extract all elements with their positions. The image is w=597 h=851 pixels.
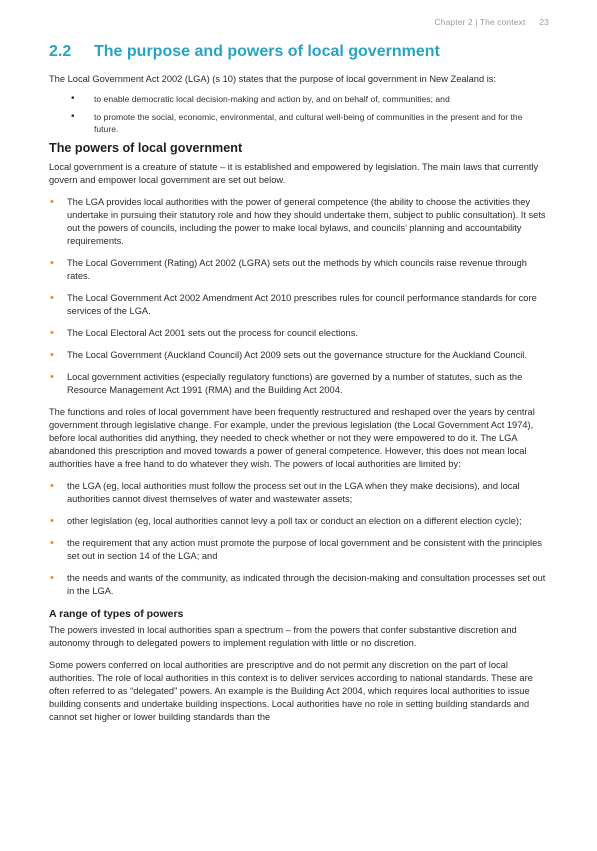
bullet-icon: • — [71, 111, 75, 122]
page-number: 23 — [539, 17, 549, 27]
bullet-icon: • — [50, 349, 54, 361]
powers-heading: The powers of local government — [49, 141, 243, 155]
list-item: • other legislation (eg, local authorities cannot levy a poll tax or conduct an election on a different election cycle); — [50, 515, 522, 527]
list-item: • The Local Government (Auckland Council) Act 2009 sets out the governance structure for the Auckland Council. — [50, 349, 527, 361]
section-number: 2.2 — [49, 43, 72, 60]
bullet-icon: • — [50, 515, 54, 527]
list-item: • to promote the social, economic, environmental, and cultural well-being of communities in the present and for the future. — [71, 111, 523, 134]
section-title — [49, 42, 549, 62]
bullet-icon: • — [71, 93, 75, 104]
section-title-text: The purpose and powers of local government — [94, 43, 440, 60]
bullet-icon: • — [50, 196, 54, 208]
functions-paragraph: The functions and roles of local government have been frequently restructured and reshaped over the years by central government through legislative change. For example, under the previous legislation (the Local Government Act 1974), before local authorities did anything, they needed to check whether or not they were empowered to do it. The LGA abandoned this prescription and moved towards a power of general competence. However, this does not mean local authorities have a free hand to do whatever they wish. The powers of local authorities are limited by: — [49, 407, 535, 469]
laws-list — [49, 196, 549, 397]
list-item: • The Local Electoral Act 2001 sets out the process for council elections. — [50, 327, 358, 339]
bullet-icon: • — [50, 292, 54, 304]
list-item: • The Local Government Act 2002 Amendment Act 2010 prescribes rules for council performance standards for core services of the LGA. — [50, 292, 537, 316]
powers-intro: Local government is a creature of statute – it is established and empowered by legislation. The main laws that currently govern and empower local government are set out below. — [49, 162, 539, 185]
bullet-icon: • — [50, 257, 54, 269]
bullet-icon: • — [50, 327, 54, 339]
page-body — [49, 42, 549, 724]
running-header — [435, 17, 549, 27]
bullet-icon: • — [50, 537, 54, 549]
range-paragraph-1: The powers invested in local authorities span a spectrum – from the powers that confer substantive discretion and autonomy through to delegated powers to implement regulation with little or no discretion. — [49, 625, 517, 648]
range-heading: A range of types of powers — [49, 608, 184, 620]
limits-list — [49, 480, 549, 598]
range-paragraph-2: Some powers conferred on local authorities are prescriptive and do not permit any discretion on the part of local authorities. The role of local authorities in this context is to deliver services according to national standards. These are often referred to as “delegated” powers. An example is the Building Act 2004, which requires local authorities to issue building consents and undertake building inspections. Local authorities have no role in setting building standards and cannot set higher or lower building standards than the — [49, 660, 533, 722]
list-item: • The Local Government (Rating) Act 2002 (LGRA) sets out the methods by which councils raise revenue through rates. — [50, 257, 527, 281]
bullet-icon: • — [50, 371, 54, 383]
bullet-icon: • — [50, 480, 54, 492]
list-item: • the requirement that any action must promote the purpose of local government and be consistent with the principles set out in section 14 of the LGA; and — [50, 537, 542, 561]
list-item: • The LGA provides local authorities with the power of general competence (the ability to choose the activities they undertake in pursuing their statutory role and how they should undertake them, subject to public consultation). It sets out the powers of councils, including the power to make local bylaws, and councils’ planning and accountability requirements. — [50, 196, 546, 246]
list-item: • the LGA (eg, local authorities must follow the process set out in the LGA when they make decisions), and local authorities cannot divest themselves of water and wastewater assets; — [50, 480, 520, 504]
running-title: Chapter 2 | The context — [434, 17, 526, 27]
list-item: • to enable democratic local decision-making and action by, and on behalf of, communities; and — [71, 93, 450, 104]
list-item: • the needs and wants of the community, as indicated through the decision-making and consultation processes set out in the LGA. — [50, 572, 546, 596]
bullet-icon: • — [50, 572, 54, 584]
list-item: • Local government activities (especially regulatory functions) are governed by a number of statutes, such as the Resource Management Act 1991 (RMA) and the Building Act 2004. — [50, 371, 523, 395]
purpose-list — [49, 93, 549, 135]
purpose-intro: The Local Government Act 2002 (LGA) (s 10) states that the purpose of local government in New Zealand is: — [49, 74, 496, 84]
